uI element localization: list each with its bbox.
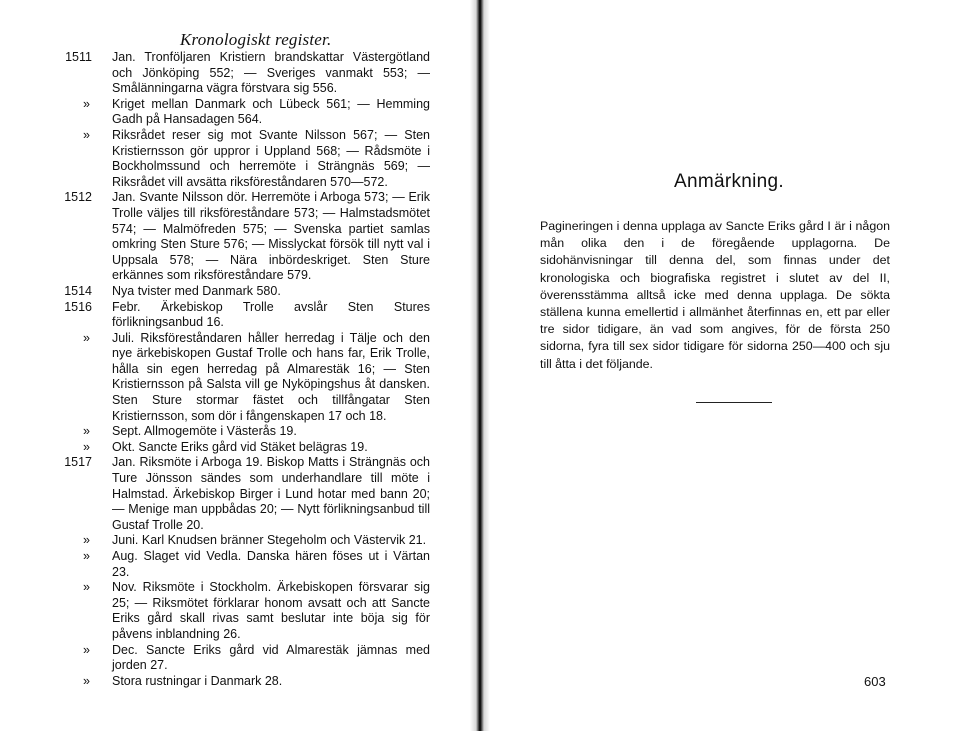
entry-text: Jan. Tronföljaren Kristiern brandskattar Västergötland och Jönköping 552; — Sveriges vanmakt 553; — Smålänningarna vägra förstvara sig 556.: [112, 50, 430, 96]
note-body: Pagineringen i denna upplaga av Sancte Eriks gård I är i någon mån olika den i de föregående upplagorna. De sidohänvisningar till denna del, som finnas under det kronologiska och biografiska registret i slutet av del II, överensstämma alltså icke med denna upplaga. De sökta ställena kunna emellertid i allmänhet återfinnas en, ett par eller tre sidor tidigare, än vad som angives, för de första 250 sidorna, fyra till sex sidor tidigare för sidorna 250—400 och sju till åtta i det följande.: [540, 219, 890, 371]
chronological-register: [0, 50, 470, 689]
entry-text: Jan. Svante Nilsson dör. Herremöte i Arboga 573; — Erik Trolle väljes till riksföreståndare 573; — Halmstadsmötet 574; — Malmöfreden 575; — Svenska partiet samlas omkring Sten Sture 576; — Misslyckat försök till nytt val i Uppsala 578; — Nära inbördeskriget. Sten Sture erkännes som riksföreståndare 579.: [112, 190, 430, 283]
register-entry: [0, 50, 470, 97]
entry-text: Dec. Sancte Eriks gård vid Almarestäk jämnas med jorden 27.: [112, 642, 430, 673]
entry-year: 1517: [64, 455, 92, 470]
entry-year: »: [83, 580, 90, 595]
section-divider: [696, 402, 772, 403]
entry-year: »: [83, 330, 90, 345]
entry-year: 1514: [64, 283, 92, 298]
entry-year: 1511: [65, 50, 92, 64]
register-entry: [0, 97, 470, 128]
entry-text: Juni. Karl Knudsen bränner Stegeholm och Västervik 21.: [112, 533, 427, 548]
register-entry: [0, 331, 470, 425]
entry-text: Okt. Sancte Eriks gård vid Stäket belägras 19.: [112, 439, 368, 454]
register-entry: [0, 440, 470, 456]
register-entry: [0, 128, 470, 190]
register-entry: [0, 674, 470, 690]
note-title: Anmärkning.: [674, 171, 784, 192]
entry-year: 1516: [64, 299, 92, 314]
entry-text: Febr. Ärkebiskop Trolle avslår Sten Stures förlikningsanbud 16.: [112, 299, 430, 330]
entry-year: »: [83, 549, 90, 563]
entry-year: »: [83, 673, 90, 688]
entry-year: »: [83, 642, 90, 657]
entry-text: Nya tvister med Danmark 580.: [112, 283, 281, 298]
entry-text: Juli. Riksföreståndaren håller herredag i Tälje och den nye ärkebiskopen Gustaf Trolle och hans far, Erik Trolle, hålla sin egen herredag på Almarestäk 16; — Sten Kristiernsson på Salsta vill ge Nyköpingshus åt dansken. Sten Sture stormar fästet och tillfångatar Sten Kristiernsson, som dör i fångenskapen 17 och 18.: [112, 330, 430, 423]
entry-year: »: [83, 96, 90, 111]
register-entry: [0, 190, 470, 284]
entry-year: 1512: [64, 190, 92, 205]
running-head: Kronologiskt register.: [180, 30, 332, 49]
entry-text: Riksrådet reser sig mot Svante Nilsson 567; — Sten Kristiernsson gör uppror i Uppland 568; — Rådsmöte i Bockholmssund och herremöte i Strängnäs 569; — Riksrådet vill avsätta riksföreståndaren 570—572.: [112, 127, 430, 189]
register-entry: [0, 284, 470, 300]
register-entry: [0, 455, 470, 533]
entry-text: Sept. Allmogemöte i Västerås 19.: [112, 424, 297, 439]
left-page: [0, 0, 470, 731]
book-gutter: [470, 0, 490, 731]
right-page: [490, 0, 960, 731]
entry-year: »: [83, 424, 90, 439]
page-number: 603: [864, 674, 886, 689]
register-entry: [0, 580, 470, 642]
register-entry: [0, 424, 470, 440]
entry-text: Jan. Riksmöte i Arboga 19. Biskop Matts i Strängnäs och Ture Jönsson sändes som underhandlare till möte i Halmstad. Ärkebiskop Birger i Lund hotar med bann 20; — Menige man uppbådas 20; — Nytt förlikningsanbud till Gustaf Trolle 20.: [112, 455, 430, 532]
entry-year: »: [83, 533, 90, 548]
register-entry: [0, 549, 470, 580]
entry-text: Stora rustningar i Danmark 28.: [112, 673, 283, 688]
entry-text: Nov. Riksmöte i Stockholm. Ärkebiskopen försvarar sig 25; — Riksmötet förklarar honom avsatt och att Sancte Eriks gård skall rivas samt beslutar inte böja sig för påvens inblandning 26.: [112, 580, 430, 641]
register-entry: [0, 533, 470, 549]
entry-text: Aug. Slaget vid Vedla. Danska hären föses ut i Värtan 23.: [112, 549, 430, 579]
entry-year: »: [83, 127, 90, 142]
register-entry: [0, 643, 470, 674]
entry-text: Kriget mellan Danmark och Lübeck 561; — Hemming Gadh på Hansadagen 564.: [112, 96, 430, 127]
register-entry: [0, 300, 470, 331]
entry-year: »: [83, 439, 90, 454]
